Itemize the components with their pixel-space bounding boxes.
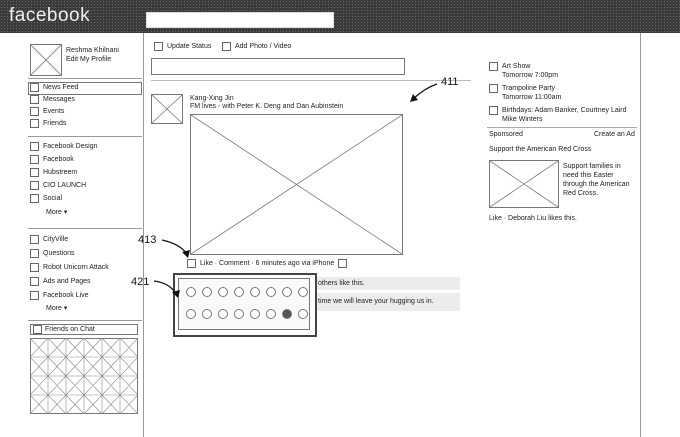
nav-item-news-feed[interactable]: News Feed <box>30 82 78 93</box>
event-item[interactable]: Art Show Tomorrow 7:00pm <box>489 62 558 80</box>
nav-item-group[interactable]: Social <box>30 193 62 204</box>
birthday-item[interactable]: Birthdays: Adam Banker, Courtney Laird Mike Winters <box>489 106 627 124</box>
ad-body-line: Red Cross. <box>563 190 599 197</box>
create-ad-link[interactable]: Create an Ad <box>594 131 635 138</box>
ad-body-line: need this Easter <box>563 172 614 179</box>
nav-item-app[interactable]: Questions <box>30 248 75 259</box>
nav-item-friends[interactable]: Friends <box>30 118 66 129</box>
callout-label-413: 413 <box>138 234 157 246</box>
arrowhead-421 <box>172 290 180 298</box>
post-subline: FM lives - with Peter K. Deng and Dan Aubinstein <box>190 103 344 110</box>
nav-item-app[interactable]: Facebook Live <box>30 290 89 301</box>
nav-item-app[interactable]: Robot Unicorn Attack <box>30 262 109 273</box>
ad-body-line: Support families in <box>563 163 621 170</box>
sponsored-label: Sponsored <box>489 131 523 138</box>
groups-more-link[interactable]: More ▾ <box>46 209 68 216</box>
update-status-button[interactable]: Update Status <box>154 42 211 51</box>
post-author[interactable]: Kang-Xing Jin <box>190 95 234 102</box>
ad-title[interactable]: Support the American Red Cross <box>489 146 592 153</box>
arrowhead-413 <box>182 250 190 258</box>
arrow-411 <box>413 84 437 99</box>
callout-label-421: 421 <box>131 276 150 288</box>
profile-name[interactable]: Reshma Khilnani <box>66 47 119 54</box>
ad-like[interactable]: Like · Deborah Liu likes this. <box>489 215 577 222</box>
nav-item-events[interactable]: Events <box>30 106 64 117</box>
nav-item-group[interactable]: Facebook <box>30 154 74 165</box>
add-photo-button[interactable]: Add Photo / Video <box>222 42 291 51</box>
friends-on-chat-button[interactable]: Friends on Chat <box>30 324 138 335</box>
comment-text: time we will leave your hugging us in. <box>318 298 434 305</box>
nav-item-group[interactable]: Hubstreem <box>30 167 77 178</box>
edit-profile-link[interactable]: Edit My Profile <box>66 56 112 63</box>
event-item[interactable]: Trampoline Party Tomorrow 11:00am <box>489 84 561 102</box>
post-actions[interactable]: Like · Comment · 6 minutes ago via iPhone <box>200 260 335 267</box>
callout-label-411: 411 <box>441 76 459 88</box>
nav-item-group[interactable]: Facebook Design <box>30 141 97 152</box>
facebook-logo[interactable]: facebook <box>9 5 91 26</box>
nav-item-app[interactable]: CityVille <box>30 234 68 245</box>
likes-text[interactable]: others like this. <box>318 280 365 287</box>
nav-item-messages[interactable]: Messages <box>30 94 75 105</box>
nav-item-group[interactable]: CIO LAUNCH <box>30 180 86 191</box>
ad-body-line: through the American <box>563 181 630 188</box>
nav-item-app[interactable]: Ads and Pages <box>30 276 90 287</box>
apps-more-link[interactable]: More ▾ <box>46 305 68 312</box>
